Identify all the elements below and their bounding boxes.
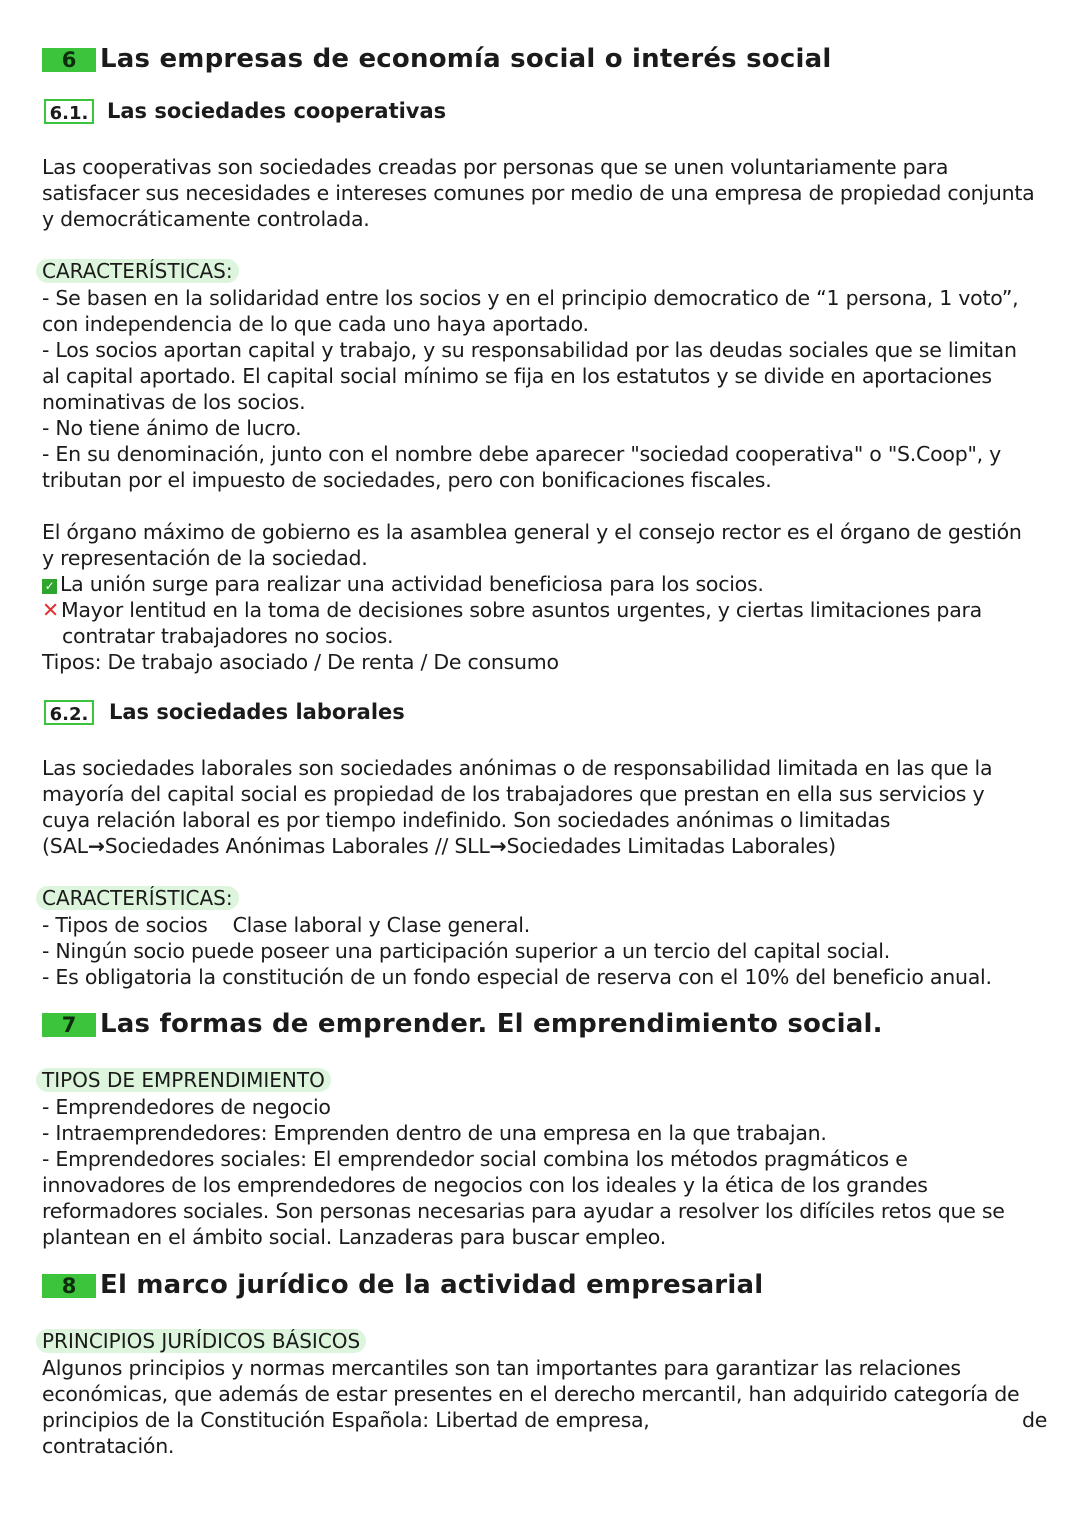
cooperativas-intro-line-2: satisfacer sus necesidades e intereses comunes por medio de una empresa de propiedad conjunta [42,181,1035,205]
coop-char-line-7: - En su denominación, junto con el nombre debe aparecer "sociedad cooperativa" o "S.Coop", y [42,442,1002,466]
ventaja-line [42,571,764,597]
cross-icon: ✕ [42,598,59,622]
coop-char-line-2: con independencia de lo que cada uno haya aportado. [42,312,589,336]
principios-line-2: económicas, que además de estar presentes en el derecho mercantil, han adquirido categoría de [42,1382,1020,1406]
section-7-number: 7 [42,1013,96,1037]
organo-line-1: El órgano máximo de gobierno es la asamblea general y el consejo rector es el órgano de gestión [42,520,1022,544]
ventaja-text: La unión surge para realizar una actividad beneficiosa para los socios. [60,572,764,596]
section-6-title: Las empresas de economía social o interés social [100,44,832,74]
section-8-title: El marco jurídico de la actividad empresarial [100,1270,764,1300]
principios-line-3: principios de la Constitución Española: Libertad de empresa, [42,1408,650,1432]
subsection-6-1-title: Las sociedades cooperativas [107,99,447,123]
coop-char-line-3: - Los socios aportan capital y trabajo, y su responsabilidad por las deudas sociales que se limitan [42,338,1017,362]
cooperativas-intro-line-3: y democráticamente controlada. [42,207,370,231]
sll-full: Sociedades Limitadas Laborales) [506,834,836,858]
emprend-line-1: - Emprendedores de negocio [42,1095,331,1119]
desventaja-line-1 [42,597,982,623]
laboral-char-line-3: - Es obligatoria la constitución de un fondo especial de reserva con el 10% del beneficio anual. [42,965,992,989]
tipos-emprendimiento-label: TIPOS DE EMPRENDIMIENTO [36,1068,331,1092]
emprend-line-6: plantean en el ámbito social. Lanzaderas para buscar empleo. [42,1225,667,1249]
tipos-cooperativas: Tipos: De trabajo asociado / De renta / De consumo [42,650,559,674]
laboral-char-line-2: - Ningún socio puede poseer una participación superior a un tercio del capital social. [42,939,891,963]
emprend-line-4: innovadores de los emprendedores de negocios con los ideales y la ética de los grandes [42,1173,928,1197]
arrow-icon: → [489,834,507,858]
section-7-title: Las formas de emprender. El emprendimiento social. [100,1009,883,1039]
section-8-number: 8 [42,1274,96,1298]
organo-line-2: y representación de la sociedad. [42,546,368,570]
caracteristicas-label-2: CARACTERÍSTICAS: [36,886,239,910]
coop-char-line-1: - Se basen en la solidaridad entre los socios y en el principio democratico de “1 persona, 1 voto”, [42,286,1019,310]
principios-line-4: contratación. [42,1434,175,1458]
laborales-intro-line-1: Las sociedades laborales son sociedades anónimas o de responsabilidad limitada en las que la [42,756,993,780]
principios-line-3-end: de [1022,1408,1048,1432]
emprend-line-2: - Intraemprendedores: Emprenden dentro de una empresa en la que trabajan. [42,1121,827,1145]
laborales-intro-line-3: cuya relación laboral es por tiempo indefinido. Son sociedades anónimas o limitadas [42,808,891,832]
check-icon: ✓ [42,579,57,594]
arrow-icon: → [87,834,105,858]
coop-char-line-5: nominativas de los socios. [42,390,306,414]
laborales-intro-line-2: mayoría del capital social es propiedad de los trabajadores que prestan en ella sus servicios y [42,782,985,806]
subsection-6-2-title: Las sociedades laborales [109,700,405,724]
laborales-abbr-line [42,833,836,859]
subsection-6-1-number: 6.1. [44,99,94,124]
coop-char-line-8: tributan por el impuesto de sociedades, pero con bonificaciones fiscales. [42,468,772,492]
desventaja-line-2: contratar trabajadores no socios. [62,624,394,648]
sal-full: Sociedades Anónimas Laborales // SLL [104,834,490,858]
sal-abbr: (SAL [42,834,88,858]
desventaja-text-1: Mayor lentitud en la toma de decisiones sobre asuntos urgentes, y ciertas limitaciones para [60,598,982,622]
coop-char-line-4: al capital aportado. El capital social mínimo se fija en los estatutos y se divide en aportaciones [42,364,992,388]
coop-char-line-6: - No tiene ánimo de lucro. [42,416,302,440]
subsection-6-2-number: 6.2. [44,700,94,725]
principios-line-1: Algunos principios y normas mercantiles son tan importantes para garantizar las relaciones [42,1356,961,1380]
principios-label: PRINCIPIOS JURÍDICOS BÁSICOS [36,1329,366,1353]
emprend-line-3: - Emprendedores sociales: El emprendedor social combina los métodos pragmáticos e [42,1147,908,1171]
section-6-number: 6 [42,48,96,72]
emprend-line-5: reformadores sociales. Son personas necesarias para ayudar a resolver los difíciles retos que se [42,1199,1005,1223]
caracteristicas-label-1: CARACTERÍSTICAS: [36,259,239,283]
cooperativas-intro-line-1: Las cooperativas son sociedades creadas por personas que se unen voluntariamente para [42,155,949,179]
laboral-char-line-1: - Tipos de socios Clase laboral y Clase general. [42,913,530,937]
